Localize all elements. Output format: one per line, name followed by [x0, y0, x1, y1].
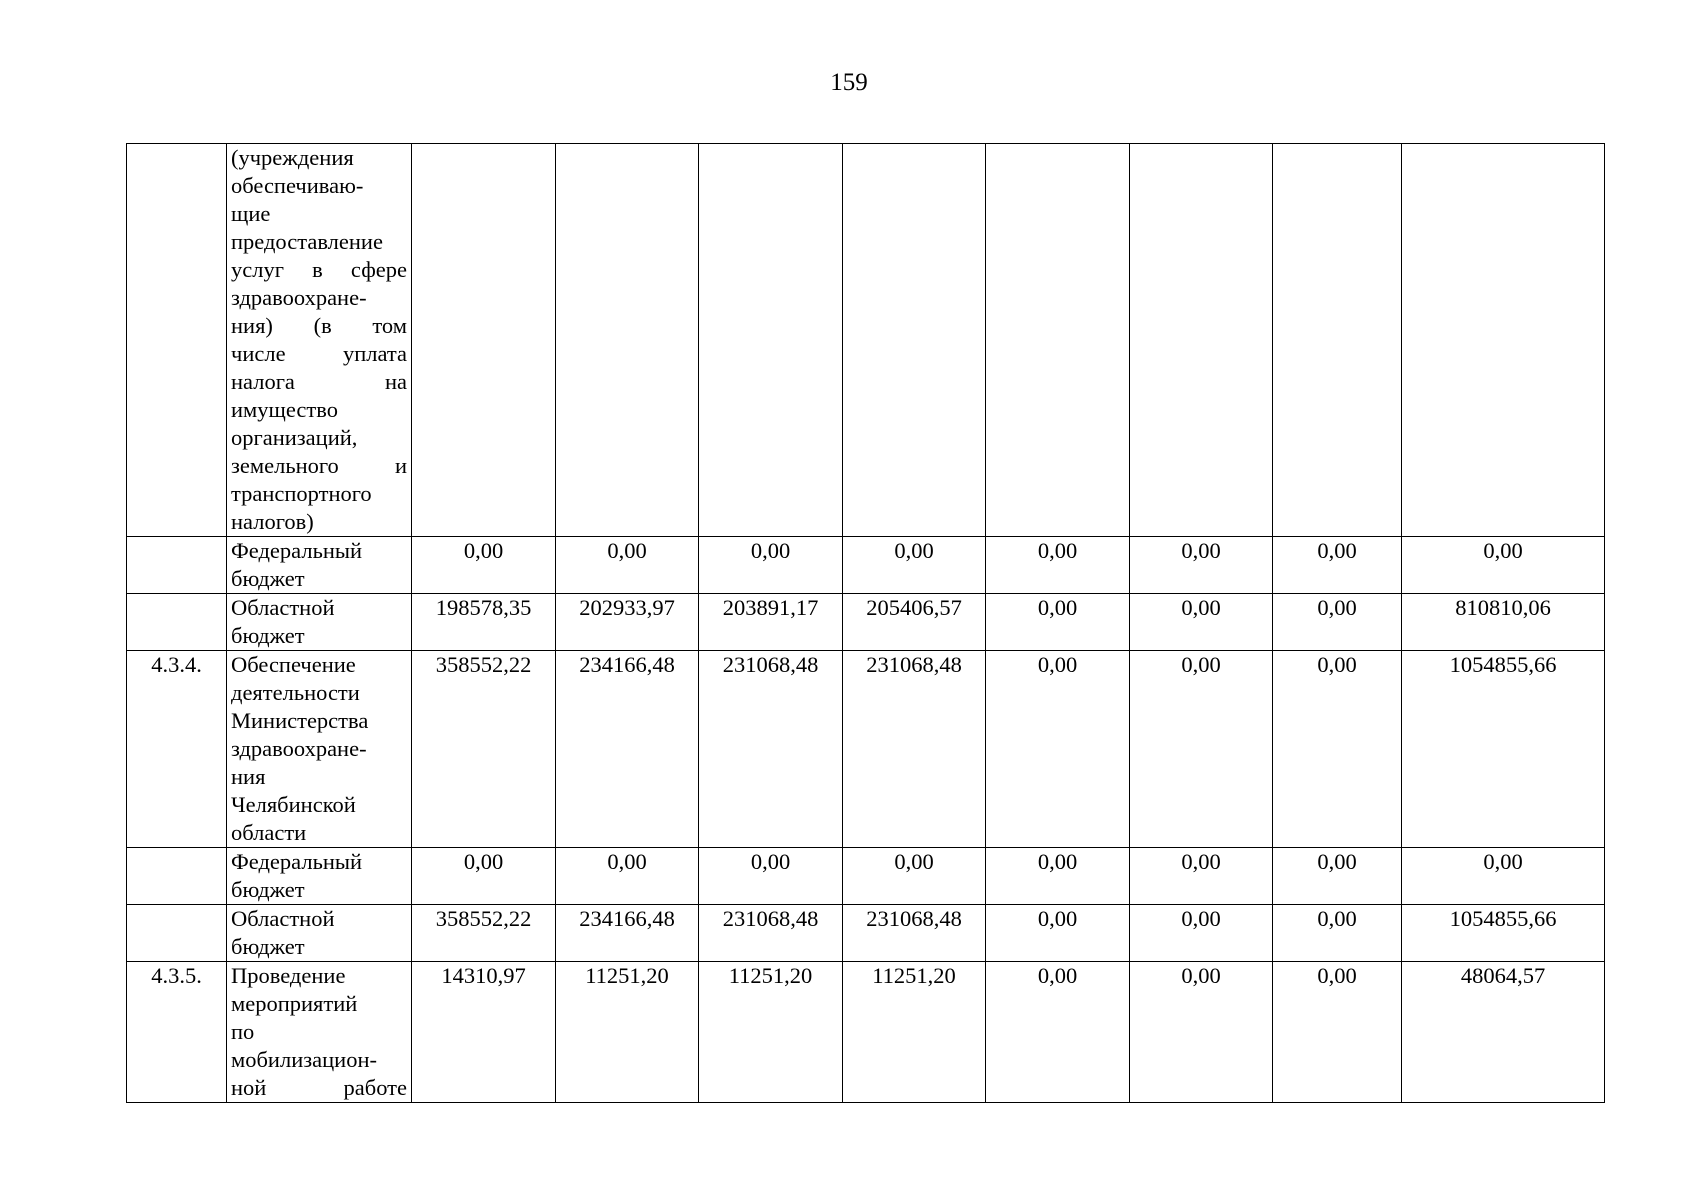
value-cell: 0,00 [1273, 905, 1402, 962]
row-name-line: организаций, [231, 425, 358, 450]
row-name-line: по [231, 1019, 255, 1044]
table-row [127, 905, 1605, 962]
table-body [127, 144, 1605, 1103]
row-name-line: бюджет [231, 934, 305, 959]
row-name-line: бюджет [231, 566, 305, 591]
row-name [227, 594, 412, 651]
row-code [127, 537, 227, 594]
value-cell: 0,00 [1130, 848, 1273, 905]
value-cell: 0,00 [556, 537, 699, 594]
row-code [127, 905, 227, 962]
row-code [127, 144, 227, 537]
value-cell: 0,00 [986, 962, 1130, 1103]
value-cell: 234166,48 [556, 905, 699, 962]
value-cell: 11251,20 [843, 962, 986, 1103]
row-name-line: здравоохране- [231, 285, 367, 310]
value-cell: 231068,48 [843, 651, 986, 848]
row-name-line: бюджет [231, 877, 305, 902]
row-name [227, 905, 412, 962]
page-number: 159 [830, 69, 868, 96]
row-name-line: Министерства [231, 708, 369, 733]
table-row [127, 594, 1605, 651]
value-cell: 0,00 [986, 651, 1130, 848]
value-cell [1273, 144, 1402, 537]
row-name-line: налога на [231, 369, 407, 394]
row-name-line: мероприятий [231, 991, 358, 1016]
value-cell: 0,00 [1130, 962, 1273, 1103]
value-cell: 0,00 [986, 594, 1130, 651]
row-name [227, 848, 412, 905]
value-cell: 203891,17 [699, 594, 843, 651]
row-name [227, 962, 412, 1103]
value-cell: 11251,20 [556, 962, 699, 1103]
value-cell: 0,00 [412, 537, 556, 594]
value-cell: 0,00 [1402, 848, 1605, 905]
row-name-line: щие [231, 201, 271, 226]
row-name-line: ной работе [231, 1075, 407, 1100]
value-cell: 0,00 [986, 848, 1130, 905]
row-name-line: деятельности [231, 680, 360, 705]
value-cell: 231068,48 [843, 905, 986, 962]
value-cell: 198578,35 [412, 594, 556, 651]
value-cell: 0,00 [843, 848, 986, 905]
value-cell [843, 144, 986, 537]
row-code: 4.3.4. [127, 651, 227, 848]
value-cell: 0,00 [556, 848, 699, 905]
value-cell: 0,00 [1130, 594, 1273, 651]
row-name-line: Федеральный [231, 849, 363, 874]
row-name-line: здравоохране- [231, 736, 367, 761]
row-name-line: предоставление [231, 229, 383, 254]
row-name-line: области [231, 820, 307, 845]
row-name-line: земельного и [231, 453, 407, 478]
row-name-line: числе уплата [231, 341, 407, 366]
value-cell [699, 144, 843, 537]
row-name-line: бюджет [231, 623, 305, 648]
value-cell: 234166,48 [556, 651, 699, 848]
row-name-line: Федеральный [231, 538, 363, 563]
row-name-line: транспортного [231, 481, 372, 506]
row-name-line: обеспечиваю- [231, 173, 364, 198]
value-cell: 11251,20 [699, 962, 843, 1103]
table-row [127, 848, 1605, 905]
row-name-line: Обеспечение [231, 652, 356, 677]
value-cell: 1054855,66 [1402, 651, 1605, 848]
value-cell: 0,00 [1130, 651, 1273, 848]
row-name-line: ния [231, 764, 266, 789]
value-cell: 231068,48 [699, 651, 843, 848]
value-cell: 810810,06 [1402, 594, 1605, 651]
value-cell: 231068,48 [699, 905, 843, 962]
row-name [227, 144, 412, 537]
table-row [127, 651, 1605, 848]
value-cell: 0,00 [986, 905, 1130, 962]
row-name-line: услуг в сфере [231, 257, 407, 282]
value-cell [986, 144, 1130, 537]
value-cell: 202933,97 [556, 594, 699, 651]
row-name-line: Челябинской [231, 792, 356, 817]
value-cell: 0,00 [699, 848, 843, 905]
row-name-line: мобилизацион- [231, 1047, 377, 1072]
value-cell: 0,00 [1273, 962, 1402, 1103]
row-name-line: Областной [231, 595, 335, 620]
value-cell: 358552,22 [412, 651, 556, 848]
row-name-line: ния) (в том [231, 313, 407, 338]
value-cell [556, 144, 699, 537]
value-cell: 205406,57 [843, 594, 986, 651]
value-cell [412, 144, 556, 537]
value-cell: 0,00 [1130, 905, 1273, 962]
value-cell [1402, 144, 1605, 537]
value-cell: 0,00 [1130, 537, 1273, 594]
value-cell: 0,00 [412, 848, 556, 905]
row-name [227, 537, 412, 594]
row-name-line: (учреждения [231, 145, 354, 170]
value-cell: 0,00 [1402, 537, 1605, 594]
row-code [127, 594, 227, 651]
value-cell: 1054855,66 [1402, 905, 1605, 962]
row-code [127, 848, 227, 905]
table-row [127, 962, 1605, 1103]
value-cell: 14310,97 [412, 962, 556, 1103]
row-name [227, 651, 412, 848]
row-name-line: Проведение [231, 963, 346, 988]
value-cell [1130, 144, 1273, 537]
row-name-line: Областной [231, 906, 335, 931]
value-cell: 0,00 [1273, 848, 1402, 905]
table-row [127, 144, 1605, 537]
value-cell: 0,00 [843, 537, 986, 594]
table-row [127, 537, 1605, 594]
value-cell: 358552,22 [412, 905, 556, 962]
value-cell: 48064,57 [1402, 962, 1605, 1103]
budget-table [126, 143, 1605, 1103]
row-name-line: налогов) [231, 509, 314, 534]
value-cell: 0,00 [699, 537, 843, 594]
value-cell: 0,00 [986, 537, 1130, 594]
value-cell: 0,00 [1273, 537, 1402, 594]
row-name-line: имущество [231, 397, 338, 422]
value-cell: 0,00 [1273, 594, 1402, 651]
row-code: 4.3.5. [127, 962, 227, 1103]
value-cell: 0,00 [1273, 651, 1402, 848]
